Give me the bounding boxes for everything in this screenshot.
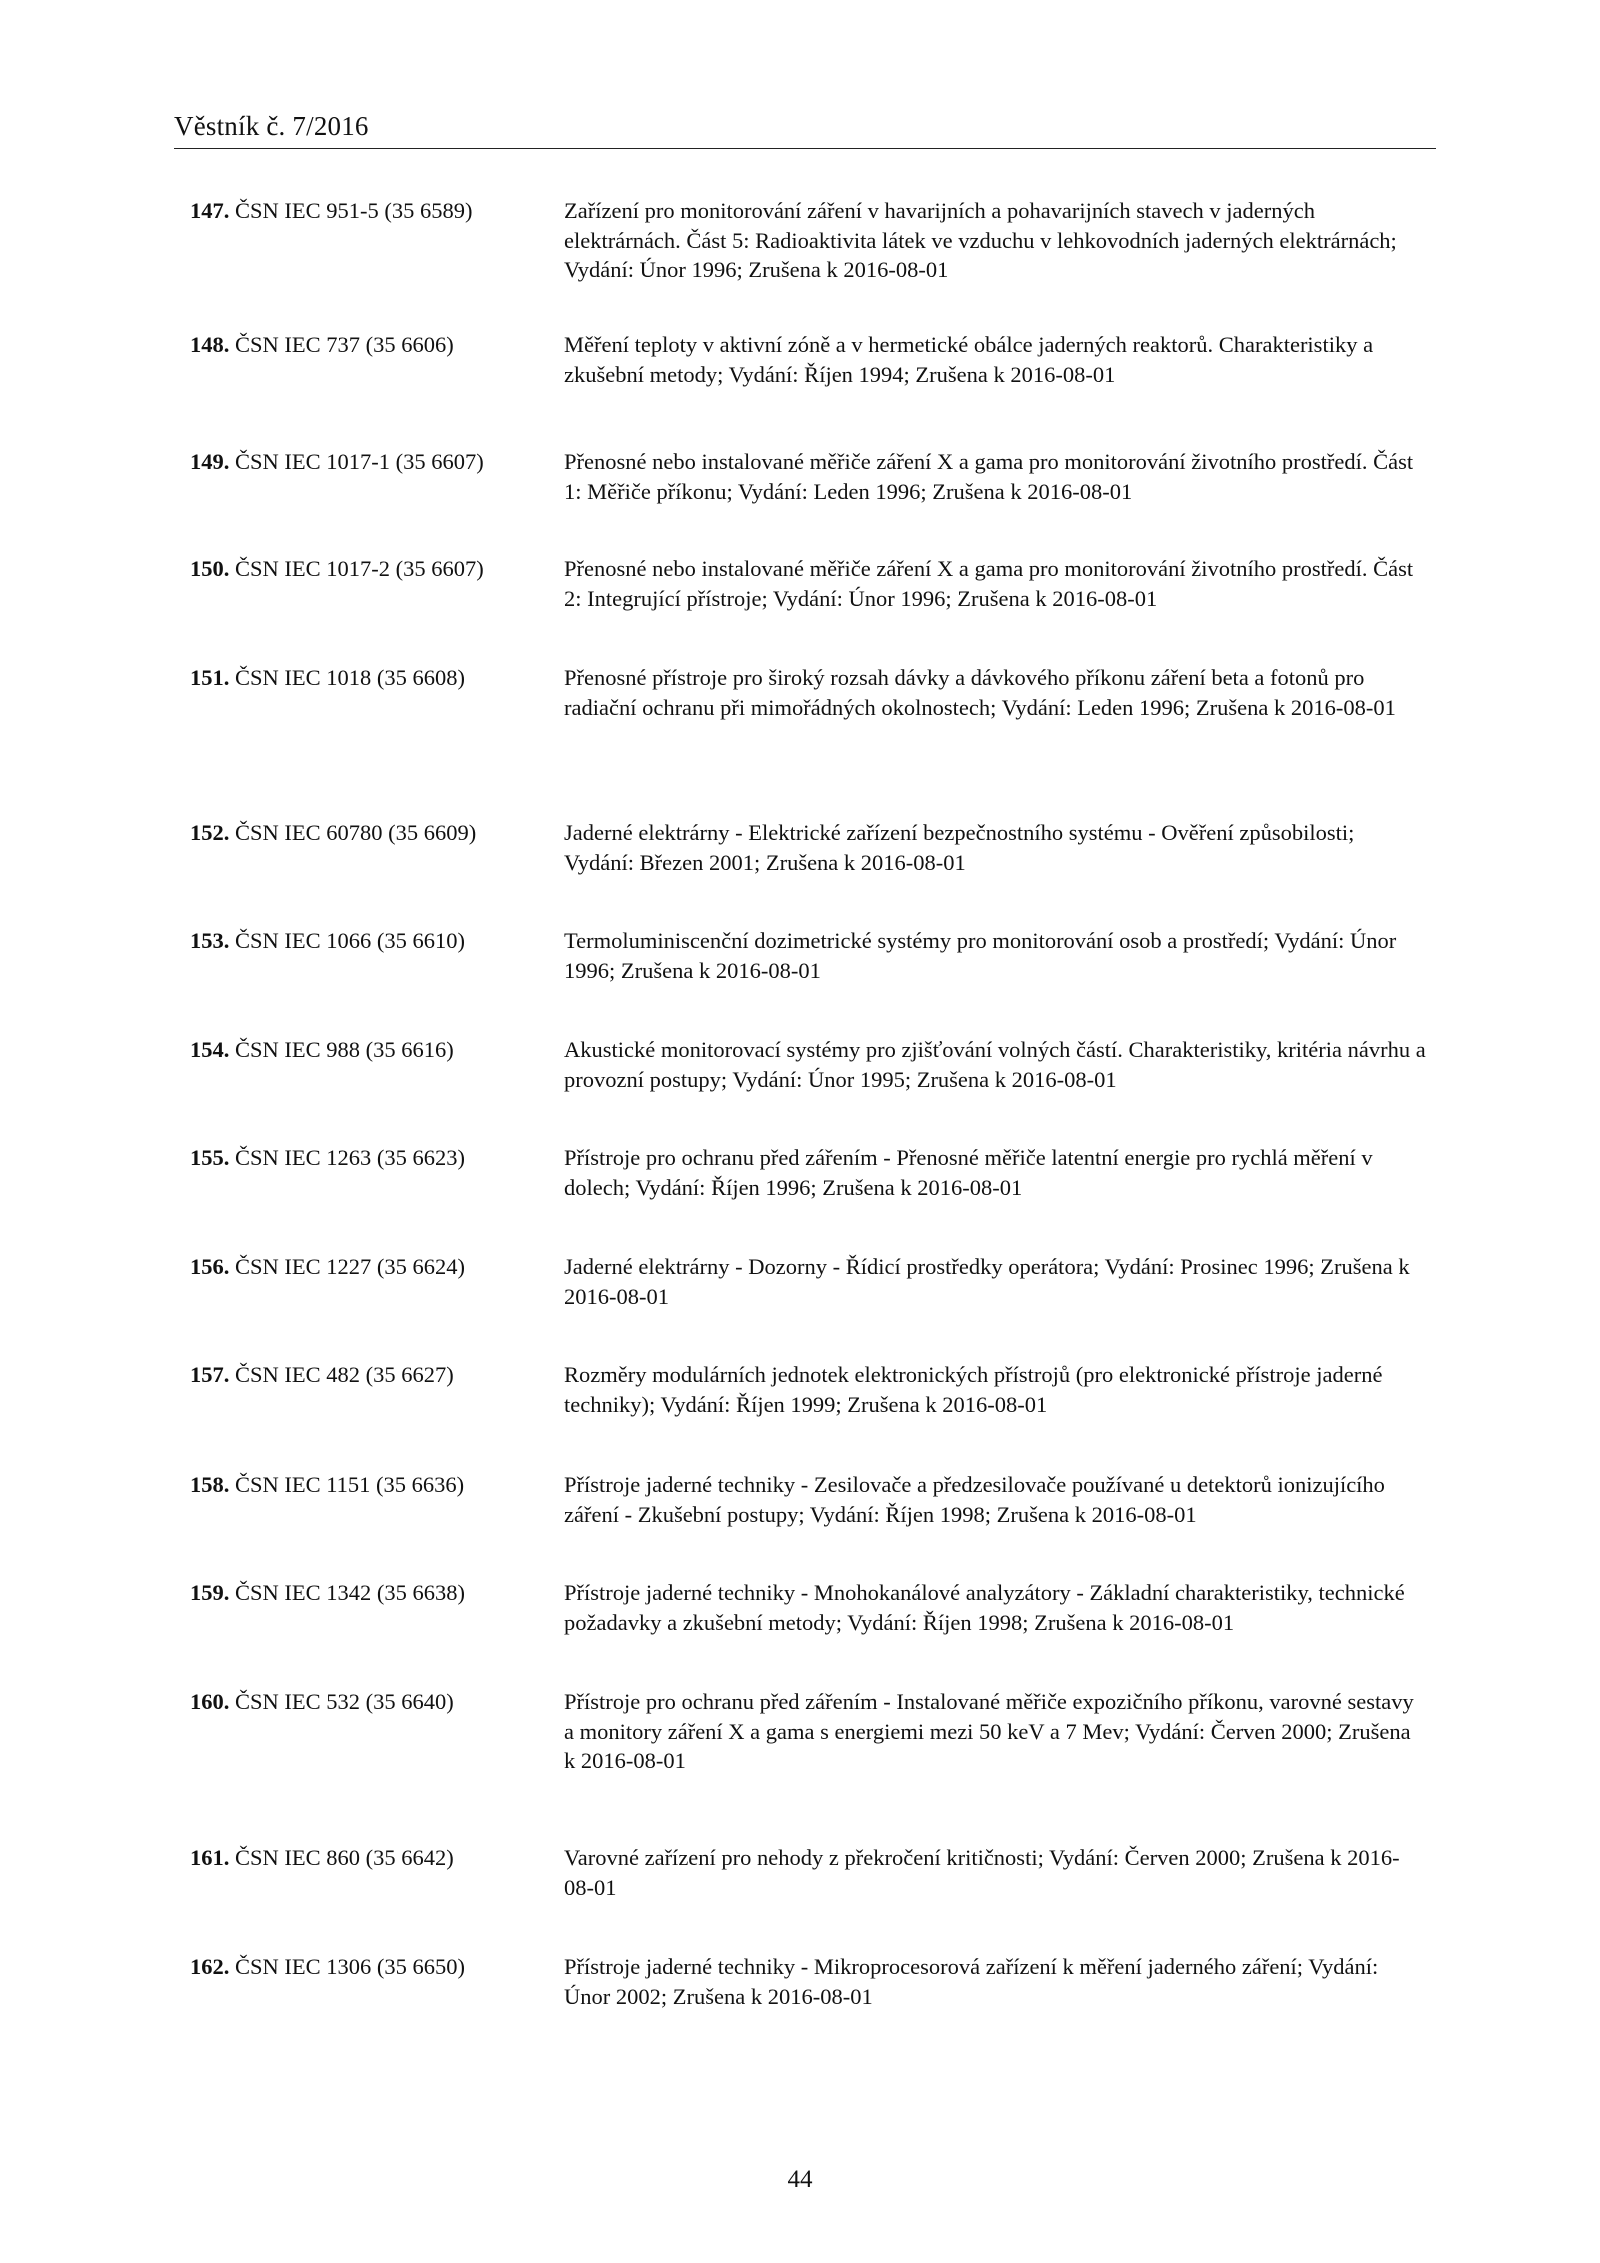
standard-code	[190, 330, 560, 360]
standard-id: ČSN IEC 532 (35 6640)	[229, 1689, 454, 1714]
standard-code	[190, 1143, 560, 1173]
standard-id: ČSN IEC 482 (35 6627)	[229, 1362, 454, 1387]
standard-description: Přenosné přístroje pro široký rozsah dávky a dávkového příkonu záření beta a fotonů pro radiační ochranu při mimořádných okolnostech; Vydání: Leden 1996; Zrušena k 2016-08-01	[564, 665, 1396, 720]
standard-code	[190, 926, 560, 956]
page-header	[174, 108, 1436, 149]
standard-id: ČSN IEC 1263 (35 6623)	[229, 1145, 465, 1170]
standard-description: Přístroje pro ochranu před zářením - Instalované měřiče expozičního příkonu, varovné sestavy a monitory záření X a gama s energiemi mezi 50 keV a 7 Mev; Vydání: Červen 2000; Zrušena k 2016-08-01	[564, 1689, 1414, 1773]
standard-code	[190, 1687, 560, 1717]
standard-description: Přístroje jaderné techniky - Mnohokanálové analyzátory - Základní charakteristiky, technické požadavky a zkušební metody; Vydání: Říjen 1998; Zrušena k 2016-08-01	[564, 1580, 1405, 1635]
standard-id: ČSN IEC 1018 (35 6608)	[229, 665, 465, 690]
standard-code	[190, 1578, 560, 1608]
standard-description: Zařízení pro monitorování záření v havarijních a pohavarijních stavech v jaderných elektrárnách. Část 5: Radioaktivita látek ve vzduchu v lehkovodních jaderných elektrárnách; Vydání: Únor 1996; Zrušena k 2016-08-01	[564, 198, 1397, 282]
standard-id: ČSN IEC 1227 (35 6624)	[229, 1254, 465, 1279]
entry-number: 151.	[190, 665, 230, 690]
standard-id: ČSN IEC 1017-2 (35 6607)	[229, 556, 484, 581]
standard-description: Akustické monitorovací systémy pro zjišťování volných částí. Charakteristiky, kritéria návrhu a provozní postupy; Vydání: Únor 1995; Zrušena k 2016-08-01	[564, 1037, 1426, 1092]
standard-id: ČSN IEC 1342 (35 6638)	[229, 1580, 465, 1605]
standard-description: Přenosné nebo instalované měřiče záření X a gama pro monitorování životního prostředí. Část 2: Integrující přístroje; Vydání: Únor 1996; Zrušena k 2016-08-01	[564, 556, 1414, 611]
standard-id: ČSN IEC 988 (35 6616)	[229, 1037, 454, 1062]
standard-id: ČSN IEC 1306 (35 6650)	[229, 1954, 465, 1979]
entry-number: 155.	[190, 1145, 230, 1170]
entry-number: 148.	[190, 332, 230, 357]
entry-number: 153.	[190, 928, 230, 953]
page-number: 44	[787, 2166, 813, 2193]
entry-number: 159.	[190, 1580, 230, 1605]
standard-code	[190, 447, 560, 477]
entry-number: 162.	[190, 1954, 230, 1979]
standard-code	[190, 196, 560, 226]
standard-description: Jaderné elektrárny - Elektrické zařízení bezpečnostního systému - Ověření způsobilosti; Vydání: Březen 2001; Zrušena k 2016-08-01	[564, 820, 1355, 875]
standard-description: Termoluminiscenční dozimetrické systémy pro monitorování osob a prostředí; Vydání: Únor 1996; Zrušena k 2016-08-01	[564, 928, 1397, 983]
entry-number: 157.	[190, 1362, 230, 1387]
standard-description: Varovné zařízení pro nehody z překročení kritičnosti; Vydání: Červen 2000; Zrušena k 2016-08-01	[564, 1845, 1400, 1900]
standard-code	[190, 663, 560, 693]
standard-code	[190, 818, 560, 848]
standard-id: ČSN IEC 951-5 (35 6589)	[229, 198, 473, 223]
standard-description: Přístroje jaderné techniky - Zesilovače a předzesilovače používané u detektorů ionizujícího záření - Zkušební postupy; Vydání: Říjen 1998; Zrušena k 2016-08-01	[564, 1472, 1385, 1527]
entry-number: 149.	[190, 449, 230, 474]
page-title: Věstník č. 7/2016	[174, 111, 369, 141]
standard-code	[190, 554, 560, 584]
standard-description: Přístroje jaderné techniky - Mikroprocesorová zařízení k měření jaderného záření; Vydání: Únor 2002; Zrušena k 2016-08-01	[564, 1954, 1379, 2009]
standard-description: Měření teploty v aktivní zóně a v hermetické obálce jaderných reaktorů. Charakteristiky a zkušební metody; Vydání: Říjen 1994; Zrušena k 2016-08-01	[564, 332, 1374, 387]
standard-description: Rozměry modulárních jednotek elektronických přístrojů (pro elektronické přístroje jaderné techniky); Vydání: Říjen 1999; Zrušena k 2016-08-01	[564, 1362, 1383, 1417]
standard-code	[190, 1035, 560, 1065]
entry-number: 158.	[190, 1472, 230, 1497]
standard-code	[190, 1252, 560, 1282]
entry-number: 152.	[190, 820, 230, 845]
standard-description: Přístroje pro ochranu před zářením - Přenosné měřiče latentní energie pro rychlá měření v dolech; Vydání: Říjen 1996; Zrušena k 2016-08-01	[564, 1145, 1373, 1200]
entry-number: 156.	[190, 1254, 230, 1279]
standard-id: ČSN IEC 1066 (35 6610)	[229, 928, 465, 953]
standard-id: ČSN IEC 860 (35 6642)	[229, 1845, 454, 1870]
standard-id: ČSN IEC 1151 (35 6636)	[229, 1472, 465, 1497]
entry-number: 150.	[190, 556, 230, 581]
standard-description: Přenosné nebo instalované měřiče záření X a gama pro monitorování životního prostředí. Část 1: Měřiče příkonu; Vydání: Leden 1996; Zrušena k 2016-08-01	[564, 449, 1414, 504]
standard-code	[190, 1843, 560, 1873]
standard-code	[190, 1952, 560, 1982]
standard-code	[190, 1360, 560, 1390]
entry-number: 161.	[190, 1845, 230, 1870]
entry-number: 147.	[190, 198, 230, 223]
standard-id: ČSN IEC 737 (35 6606)	[229, 332, 454, 357]
standard-id: ČSN IEC 1017-1 (35 6607)	[229, 449, 484, 474]
standard-code	[190, 1470, 560, 1500]
entry-number: 160.	[190, 1689, 230, 1714]
entry-number: 154.	[190, 1037, 230, 1062]
standard-id: ČSN IEC 60780 (35 6609)	[229, 820, 477, 845]
standard-description: Jaderné elektrárny - Dozorny - Řídicí prostředky operátora; Vydání: Prosinec 1996; Zrušena k 2016-08-01	[564, 1254, 1410, 1309]
